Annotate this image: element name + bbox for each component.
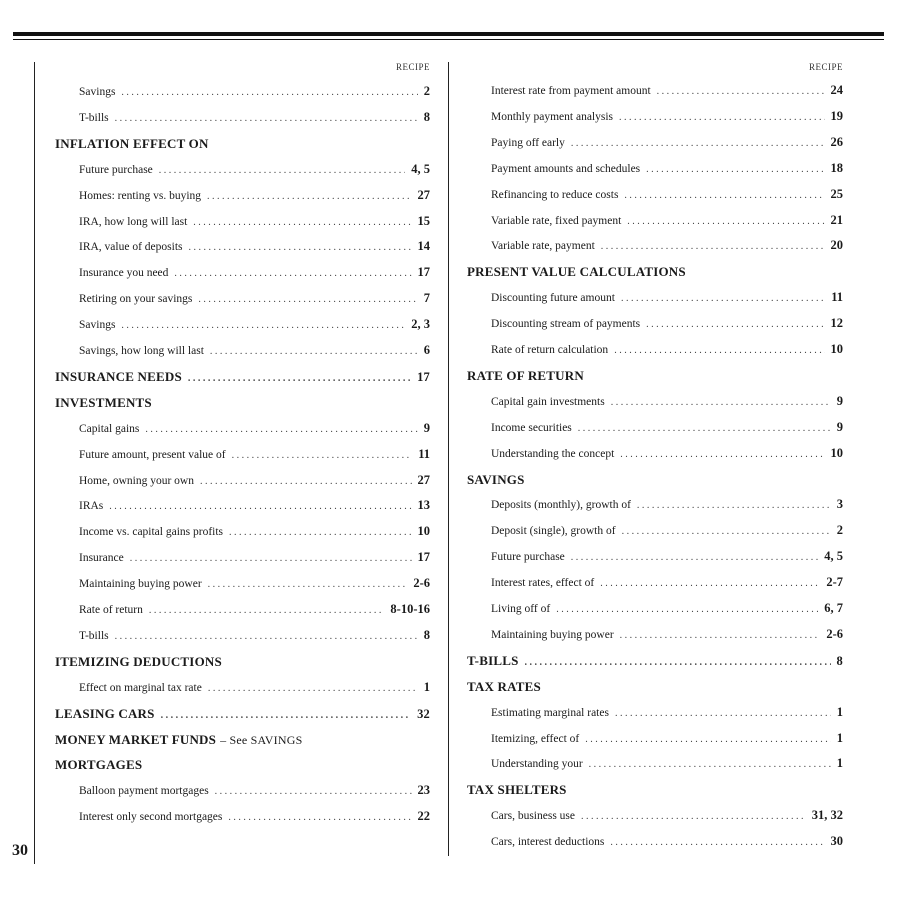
entry-label: Itemizing, effect of: [491, 732, 580, 745]
recipe-number: 25: [830, 186, 843, 201]
dot-leader: [161, 710, 412, 721]
index-subentry: [467, 290, 843, 305]
dot-leader: [619, 112, 824, 123]
entry-label: Discounting stream of payments: [491, 318, 641, 331]
header-rule-thick: [13, 32, 884, 36]
recipe-number: 19: [830, 108, 843, 123]
index-heading: [55, 395, 430, 411]
recipe-number: 9: [836, 393, 843, 408]
header-rule-thin: [13, 39, 884, 40]
recipe-number: 2-7: [826, 575, 843, 590]
entry-label: TAX SHELTERS: [467, 782, 567, 798]
entry-label: Balloon payment mortgages: [79, 785, 209, 798]
entry-label: MORTGAGES: [55, 757, 143, 773]
recipe-number: 17: [417, 369, 430, 384]
recipe-header: RECIPE: [808, 62, 843, 72]
index-subentry: [55, 524, 430, 539]
dot-leader: [200, 476, 412, 487]
recipe-number: 3: [836, 497, 843, 512]
entry-label: Maintaining buying power: [491, 628, 614, 641]
recipe-number: 9: [423, 420, 430, 435]
dot-leader: [620, 449, 824, 460]
recipe-number: 8-10-16: [390, 602, 430, 616]
dot-leader: [578, 423, 831, 434]
index-subentry: [55, 265, 430, 280]
entry-label: SAVINGS: [467, 471, 525, 487]
entry-label: Cars, business use: [491, 810, 576, 823]
index-subentry: [55, 239, 430, 254]
dot-leader: [229, 527, 411, 538]
entry-label: T-bills: [79, 111, 109, 124]
see-reference: – See SAVINGS: [220, 732, 303, 747]
entry-label: T-bills: [79, 629, 109, 642]
entry-label: INVESTMENTS: [55, 394, 152, 410]
index-subentry: [55, 84, 430, 99]
recipe-number: 13: [417, 498, 430, 513]
dot-leader: [601, 241, 825, 252]
dot-leader: [121, 87, 417, 98]
recipe-number: 4, 5: [411, 161, 430, 176]
entry-label: RATE OF RETURN: [467, 367, 584, 383]
entry-label: Home, owning your own: [79, 474, 194, 487]
entry-label: Future purchase: [79, 163, 153, 176]
dot-leader: [589, 759, 831, 770]
dot-leader: [159, 165, 405, 176]
recipe-number: 7: [423, 291, 430, 306]
recipe-number: 9: [836, 419, 843, 434]
index-subentry: [55, 783, 430, 798]
dot-leader: [610, 837, 824, 848]
entry-label: Savings: [79, 86, 116, 98]
entry-label: INSURANCE NEEDS: [55, 368, 182, 384]
dot-leader: [232, 450, 413, 461]
dot-leader: [585, 734, 831, 745]
recipe-number: 6: [423, 343, 430, 357]
index-subentry: [467, 446, 843, 461]
entry-label: Interest rate from payment amount: [491, 85, 651, 97]
index-heading: [55, 732, 430, 748]
dot-leader: [571, 138, 825, 149]
recipe-number: 6, 7: [824, 601, 843, 615]
dot-leader: [556, 604, 818, 615]
recipe-number: 1: [836, 730, 843, 745]
dot-leader: [207, 191, 411, 202]
dot-leader: [228, 812, 411, 823]
index-subentry: [467, 187, 843, 202]
dot-leader: [571, 552, 818, 563]
entry-label: TAX RATES: [467, 678, 541, 694]
dot-leader: [215, 786, 412, 797]
index-subentry: [55, 680, 430, 695]
index-subentry: [467, 756, 843, 771]
recipe-number: 1: [423, 679, 430, 694]
index-subentry: [467, 705, 843, 720]
recipe-number: 17: [417, 265, 430, 280]
dot-leader: [624, 190, 824, 201]
dot-leader: [193, 217, 411, 228]
column-divider-line: [448, 62, 449, 856]
entry-label: Future purchase: [491, 551, 565, 564]
index-subentry: [467, 575, 843, 590]
dot-leader: [188, 242, 411, 253]
entry-label: Living off of: [491, 603, 551, 615]
index-heading: [467, 782, 843, 798]
index-subentry: [467, 808, 843, 823]
entry-label: Discounting future amount: [491, 292, 615, 305]
dot-leader: [600, 578, 820, 589]
index-heading: [467, 653, 843, 669]
index-heading: [55, 136, 430, 152]
recipe-number: 17: [417, 550, 430, 565]
entry-label: Savings, how long will last: [79, 345, 204, 357]
recipe-number: 30: [830, 834, 843, 849]
index-subentry: [55, 628, 430, 643]
index-heading: [467, 472, 843, 488]
entry-label: Refinancing to reduce costs: [491, 188, 619, 201]
entry-label: T-BILLS: [467, 652, 519, 668]
index-subentry: [55, 110, 430, 125]
index-heading: [55, 706, 430, 722]
dot-leader: [109, 501, 411, 512]
entry-label: Rate of return calculation: [491, 344, 609, 356]
dot-leader: [198, 294, 417, 305]
recipe-number: 2: [836, 523, 843, 538]
entry-label: Savings: [79, 319, 116, 332]
index-heading: [55, 369, 430, 385]
recipe-number: 27: [417, 472, 430, 487]
recipe-number: 18: [830, 160, 843, 175]
recipe-number: 10: [830, 342, 843, 356]
recipe-number: 26: [830, 134, 843, 149]
entry-label: Homes: renting vs. buying: [79, 189, 202, 202]
entry-label: Variable rate, fixed payment: [491, 214, 622, 227]
recipe-number: 1: [836, 704, 843, 719]
entry-label: Insurance you need: [79, 267, 169, 280]
recipe-number: 8: [423, 627, 430, 642]
dot-leader: [581, 811, 806, 822]
index-subentry: [467, 83, 843, 98]
index-subentry: [467, 601, 843, 616]
dot-leader: [622, 526, 831, 537]
index-subentry: [55, 550, 430, 565]
index-subentry: [55, 317, 430, 332]
entry-label: Future amount, present value of: [79, 448, 226, 461]
entry-label: Retiring on your savings: [79, 293, 193, 306]
recipe-number: 15: [417, 213, 430, 228]
index-heading: [55, 757, 430, 773]
index-subentry: [467, 731, 843, 746]
entry-label: Interest only second mortgages: [79, 811, 223, 824]
entry-label: MONEY MARKET FUNDS: [55, 731, 217, 747]
index-heading: [467, 679, 843, 695]
entry-label: INFLATION EFFECT ON: [55, 135, 209, 151]
index-subentry: [467, 213, 843, 228]
index-subentry: [55, 498, 430, 513]
recipe-number: 31, 32: [811, 808, 843, 823]
index-subentry: [55, 447, 430, 462]
dot-leader: [620, 630, 821, 641]
dot-leader: [145, 424, 417, 435]
index-subentry: [467, 549, 843, 564]
entry-label: ITEMIZING DEDUCTIONS: [55, 653, 222, 669]
dot-leader: [611, 397, 831, 408]
entry-label: Monthly payment analysis: [491, 110, 614, 123]
dot-leader: [627, 216, 824, 227]
recipe-number: 23: [417, 783, 430, 798]
entry-label: Capital gain investments: [491, 395, 605, 408]
index-subentry: [467, 627, 843, 642]
entry-label: Maintaining buying power: [79, 578, 202, 591]
entry-label: Variable rate, payment: [491, 240, 595, 253]
dot-leader: [657, 86, 825, 97]
entry-label: IRA, value of deposits: [79, 241, 183, 254]
recipe-number: 11: [418, 446, 430, 461]
recipe-number: 10: [417, 524, 430, 539]
recipe-number: 12: [830, 316, 843, 331]
index-subentry: [467, 135, 843, 150]
entry-label: Interest rates, effect of: [491, 577, 595, 590]
dot-leader: [208, 579, 408, 590]
entry-label: Deposits (monthly), growth of: [491, 499, 631, 512]
dot-leader: [637, 500, 831, 511]
index-subentry: [55, 421, 430, 436]
recipe-header: RECIPE: [395, 62, 430, 72]
dot-leader: [174, 268, 411, 279]
dot-leader: [208, 683, 418, 694]
entry-label: IRA, how long will last: [79, 215, 188, 228]
entry-label: Capital gains: [79, 422, 140, 435]
recipe-number: 2-6: [413, 576, 430, 591]
index-subentry: [55, 291, 430, 306]
recipe-number: 32: [417, 706, 430, 721]
index-subentry: [467, 497, 843, 512]
entry-label: Deposit (single), growth of: [491, 525, 616, 538]
entry-label: Understanding your: [491, 758, 583, 771]
dot-leader: [621, 293, 825, 304]
entry-label: Income securities: [491, 421, 572, 434]
recipe-number: 8: [836, 653, 843, 668]
index-heading: [467, 368, 843, 384]
recipe-number: 1: [836, 756, 843, 771]
entry-label: Rate of return: [79, 604, 143, 616]
entry-label: Insurance: [79, 552, 124, 565]
index-subentry: [55, 188, 430, 203]
entry-label: Understanding the concept: [491, 447, 615, 460]
index-subentry: [467, 316, 843, 331]
dot-leader: [525, 657, 831, 668]
dot-leader: [115, 113, 418, 124]
index-subentry: [55, 473, 430, 488]
dot-leader: [115, 631, 418, 642]
index-subentry: [467, 161, 843, 176]
entry-label: PRESENT VALUE CALCULATIONS: [467, 264, 686, 280]
index-subentry: [467, 109, 843, 124]
recipe-number: 14: [417, 239, 430, 254]
recipe-number: 10: [830, 445, 843, 460]
entry-label: Effect on marginal tax rate: [79, 681, 202, 694]
dot-leader: [615, 708, 831, 719]
recipe-number: 22: [417, 809, 430, 824]
recipe-number: 20: [830, 238, 843, 253]
index-subentry: [467, 523, 843, 538]
index-subentry: [55, 576, 430, 591]
entry-label: Cars, interest deductions: [491, 836, 605, 849]
dot-leader: [646, 319, 824, 330]
dot-leader: [121, 320, 405, 331]
dot-leader: [188, 373, 411, 384]
dot-leader: [614, 345, 824, 356]
index-subentry: [467, 342, 843, 357]
index-heading: [55, 654, 430, 670]
recipe-number: 8: [423, 109, 430, 124]
index-subentry: [467, 420, 843, 435]
recipe-number: 27: [417, 187, 430, 202]
index-subentry: [55, 809, 430, 824]
entry-label: IRAs: [79, 500, 104, 513]
dot-leader: [646, 164, 824, 175]
index-subentry: [467, 394, 843, 409]
index-subentry: [55, 602, 430, 617]
recipe-number: 2: [423, 84, 430, 98]
dot-leader: [130, 553, 412, 564]
recipe-number: 2-6: [826, 626, 843, 641]
index-heading: [467, 264, 843, 280]
recipe-number: 21: [830, 212, 843, 227]
page-number: 30: [12, 842, 28, 859]
recipe-number: 2, 3: [411, 317, 430, 332]
entry-label: Income vs. capital gains profits: [79, 526, 224, 539]
index-subentry: [467, 238, 843, 253]
recipe-number: 24: [830, 83, 843, 97]
index-subentry: [55, 343, 430, 358]
recipe-number: 4, 5: [824, 549, 843, 564]
entry-label: Paying off early: [491, 136, 565, 149]
index-subentry: [55, 214, 430, 229]
dot-leader: [149, 605, 385, 616]
entry-label: Estimating marginal rates: [491, 706, 609, 719]
index-subentry: [55, 162, 430, 177]
dot-leader: [210, 346, 418, 357]
left-margin-line: [34, 62, 35, 864]
entry-label: Payment amounts and schedules: [491, 162, 641, 175]
entry-label: LEASING CARS: [55, 705, 155, 721]
recipe-number: 11: [831, 290, 843, 305]
index-subentry: [467, 834, 843, 849]
